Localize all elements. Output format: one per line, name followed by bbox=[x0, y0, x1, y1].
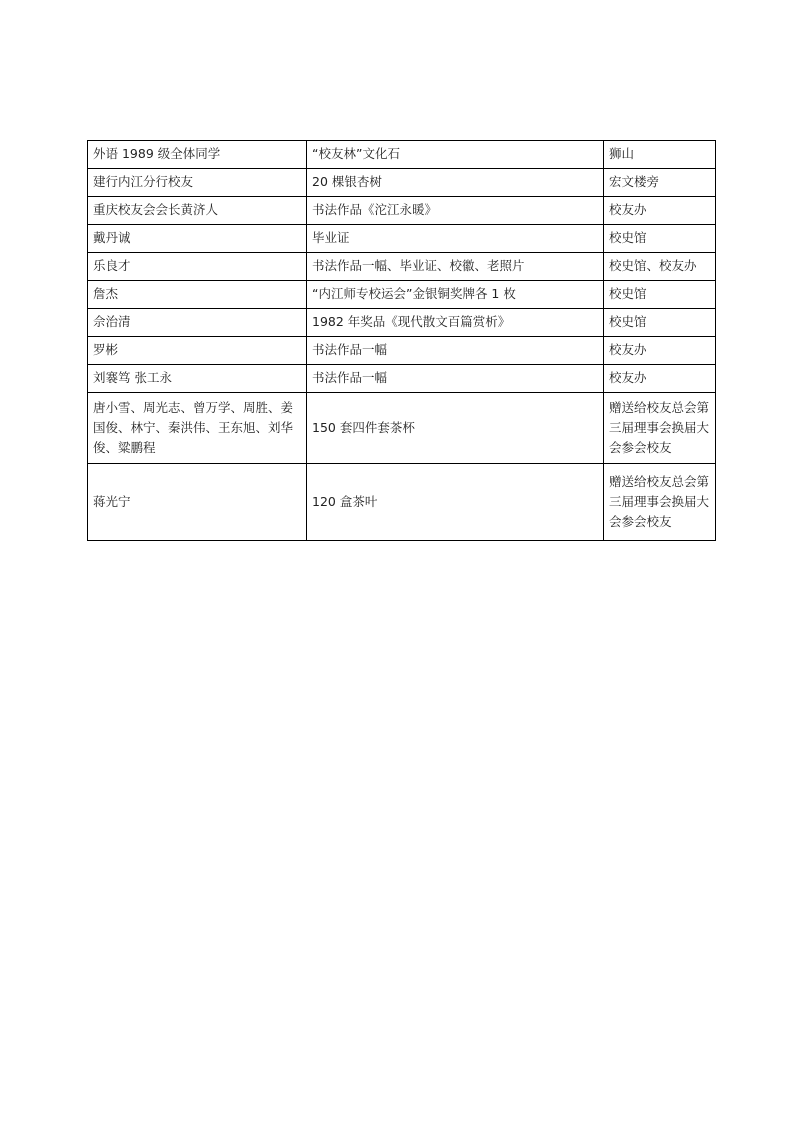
table-row bbox=[88, 464, 716, 541]
item-cell: “校友林”文化石 bbox=[307, 141, 604, 169]
item-cell: 150 套四件套茶杯 bbox=[307, 393, 604, 464]
table-row bbox=[88, 169, 716, 197]
donor-cell: 重庆校友会会长黄济人 bbox=[88, 197, 307, 225]
donor-cell: 戴丹诚 bbox=[88, 225, 307, 253]
location-cell: 赠送给校友总会第三届理事会换届大会参会校友 bbox=[604, 464, 716, 541]
table-row bbox=[88, 337, 716, 365]
table-row bbox=[88, 309, 716, 337]
table-row bbox=[88, 365, 716, 393]
location-cell: 校史馆 bbox=[604, 309, 716, 337]
donor-cell: 佘治清 bbox=[88, 309, 307, 337]
location-cell: 校史馆 bbox=[604, 281, 716, 309]
donor-cell: 乐良才 bbox=[88, 253, 307, 281]
donor-cell: 蒋光宁 bbox=[88, 464, 307, 541]
item-cell: 书法作品一幅、毕业证、校徽、老照片 bbox=[307, 253, 604, 281]
item-cell: 书法作品《沱江永暖》 bbox=[307, 197, 604, 225]
donor-cell: 刘褰笃 张工永 bbox=[88, 365, 307, 393]
item-cell: 书法作品一幅 bbox=[307, 365, 604, 393]
location-cell: 校友办 bbox=[604, 197, 716, 225]
item-cell: 毕业证 bbox=[307, 225, 604, 253]
location-cell: 赠送给校友总会第三届理事会换届大会参会校友 bbox=[604, 393, 716, 464]
donor-cell: 外语 1989 级全体同学 bbox=[88, 141, 307, 169]
location-cell: 校友办 bbox=[604, 365, 716, 393]
table-row bbox=[88, 393, 716, 464]
item-cell: 120 盒茶叶 bbox=[307, 464, 604, 541]
donor-cell: 罗彬 bbox=[88, 337, 307, 365]
item-cell: 1982 年奖品《现代散文百篇赏析》 bbox=[307, 309, 604, 337]
table-row bbox=[88, 197, 716, 225]
table-row bbox=[88, 281, 716, 309]
location-cell: 校友办 bbox=[604, 337, 716, 365]
donation-table bbox=[87, 140, 716, 541]
location-cell: 校史馆 bbox=[604, 225, 716, 253]
location-cell: 狮山 bbox=[604, 141, 716, 169]
table-row bbox=[88, 253, 716, 281]
location-cell: 校史馆、校友办 bbox=[604, 253, 716, 281]
table-row bbox=[88, 141, 716, 169]
table-row bbox=[88, 225, 716, 253]
donor-cell: 詹杰 bbox=[88, 281, 307, 309]
donor-cell: 唐小雪、周光志、曾万学、周胜、姜国俊、林宁、秦洪伟、王东旭、刘华俊、粱鹏程 bbox=[88, 393, 307, 464]
item-cell: “内江师专校运会”金银铜奖牌各 1 枚 bbox=[307, 281, 604, 309]
location-cell: 宏文楼旁 bbox=[604, 169, 716, 197]
donor-cell: 建行内江分行校友 bbox=[88, 169, 307, 197]
item-cell: 书法作品一幅 bbox=[307, 337, 604, 365]
item-cell: 20 棵银杏树 bbox=[307, 169, 604, 197]
